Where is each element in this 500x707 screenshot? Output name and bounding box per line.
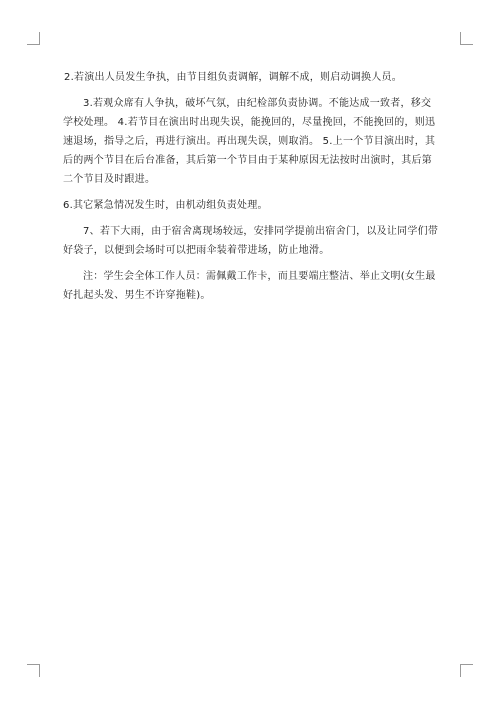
document-body (63, 68, 441, 305)
crop-mark-bottom-right (460, 664, 473, 677)
paragraph-audience-and-program-issues: 3.若观众席有人争执，破坏气氛，由纪检部负责协调。不能达成一致者，移交学校处理。 4.若节目在演出时出现失误，能挽回的，尽量挽回，不能挽回的，则迅速退场，指导之后，再进行演出。再出现失误，则取消。 5.上一个节目演出时，其后的两个节目在后台准备，其后第一个节目由于某种原因无法按时出演时，其后第二个节目及时跟进。 (63, 98, 436, 185)
paragraph-emergency: 6.其它紧急情况发生时，由机动组负责处理。 (63, 200, 268, 211)
crop-mark-top-right (460, 32, 473, 45)
paragraph-performer-dispute: 2.若演出人员发生争执，由节目组负责调解，调解不成，则启动调换人员。 (64, 72, 403, 83)
crop-mark-top-left (27, 32, 40, 45)
crop-mark-bottom-left (27, 664, 40, 677)
paragraph-rain-plan: 7、若下大雨，由于宿舍离现场较远，安排同学提前出宿舍门，以及让同学们带好袋子，以便到会场时可以把雨伞装着带进场，防止地滑。 (63, 226, 439, 256)
paragraph-staff-note: 注：学生会全体工作人员：需佩戴工作卡，而且要端庄整洁、举止文明(女生最好扎起头发、男生不许穿拖鞋)。 (63, 271, 436, 301)
